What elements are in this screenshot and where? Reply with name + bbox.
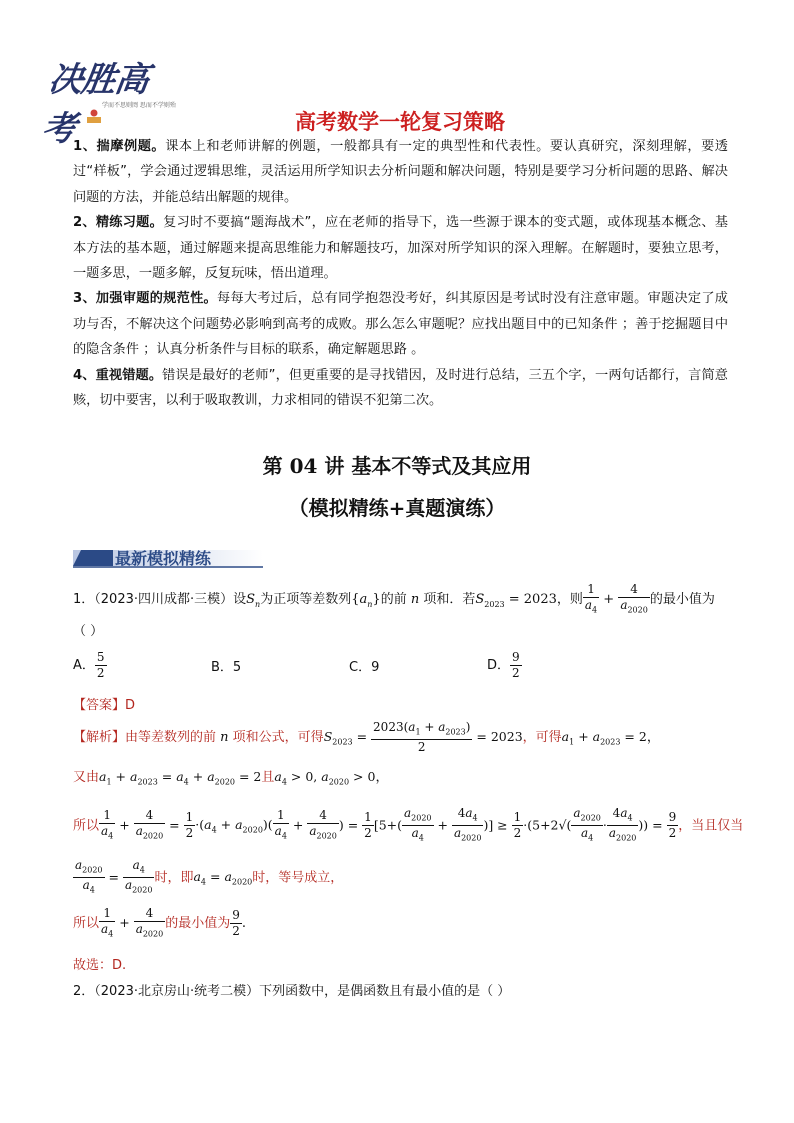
logo-subtitle: 学而不思则罔 思而不学则殆	[102, 102, 176, 109]
option-a: A． $\frac{5}{2}$	[73, 650, 105, 680]
option-b: B．5	[211, 660, 242, 675]
question-1-paren: （ ）	[73, 624, 104, 639]
analysis-line-5: 所以 $\frac{1}{a_4}$ + $\frac{4}{a_{2020}}$ 的最小值为 $\frac{9}{2}$ .	[73, 906, 246, 939]
question-1-stem: 1．（2023·四川成都·三模）设$S_n$为正项等差数列$\{a_n\}$的前 n 项和．若$S_{2023} = 2023$，则 $\frac{1}{a_4}$ + $\frac{4}{a_{2020}}$ 的最小值为	[73, 582, 715, 615]
section-label: 最新模拟精练	[115, 549, 212, 568]
option-d: D． $\frac{9}{2}$	[487, 650, 520, 680]
strategy-item: 2、精练习题。复习时不要搞“题海战术”，应在老师的指导下，选一些源于课本的变式题，或体现基本概念、基本方法的基本题，通过解题来提高思维能力和解题技巧，加深对所学知识的深入理解。在解题时，要独立思考，一题多思，一题多解，反复玩味，悟出道理。	[73, 215, 728, 282]
option-c: C．9	[349, 660, 380, 675]
answer: 【答案】D	[73, 698, 136, 713]
logo-text: 决胜高考	[39, 60, 151, 149]
choose-line: 故选：D.	[73, 958, 127, 973]
analysis-line-1: 【解析】由等差数列的前 n 项和公式，可得$S_{2023}$ = $\frac{2023(a_1 + a_{2023})}{2}$ = 2023，可得$a_1 + a_{2023} = 2$，	[73, 720, 660, 755]
strategy-item: 1、揣摩例题。课本上和老师讲解的例题，一般都具有一定的典型性和代表性。要认真研究，深刻理解，要透过“样板”，学会通过逻辑思维，灵活运用所学知识去分析问题和解决问题，特别是要学习分析问题的思路、解决问题的方法，并能总结出解题的规律。	[73, 139, 728, 205]
page-title: 高考数学一轮复习策略	[295, 110, 505, 134]
question-2-stem: 2．（2023·北京房山·统考二模）下列函数中，是偶函数且有最小值的是（ ）	[73, 984, 511, 999]
analysis-line-2: 又由$a_1 + a_{2023} = a_4 + a_{2020} = 2$且$a_4 > 0$, $a_{2020} > 0$，	[73, 769, 389, 787]
strategy-list	[73, 134, 728, 413]
analysis-line-3: 所以 $\frac{1}{a_4}$ + $\frac{4}{a_{2020}}$ = $\frac{1}{2}$ $\cdot(a_4 + a_{2020})$( $\frac{1}{a_4}$ + $\frac{4}{a_{2020}}$ ) = $\frac{1}{2}$ [5+( $\frac{a_{2020}}{a_4}$ + $\frac{4a_4}{a_{2020}}$ )] ≥ $\frac{1}{2}$ ·(5+2√( $\frac{a_{2020}}{a_4}$ · $\frac{4a_4}{a_{2020}}$ )) = $\frac{9}{2}$ ，当且仅当	[73, 806, 744, 843]
strategy-item: 4、重视错题。错误是最好的老师”，但更重要的是寻找错因，及时进行总结，三五个字，一两句话都行，言简意赅，切中要害，以利于吸取教训，力求相同的错误不犯第二次。	[73, 367, 728, 409]
lesson-title: 第 04 讲 基本不等式及其应用	[262, 454, 532, 478]
analysis-line-4: $\frac{a_{2020}}{a_4}$ = $\frac{a_4}{a_{2020}}$ 时，即$a_4 = a_{2020}$时，等号成立，	[75, 858, 344, 895]
strategy-item: 3、加强审题的规范性。每每大考过后，总有同学抱怨没考好，纠其原因是考试时没有注意审题。审题决定了成功与否，不解决这个问题势必影响到高考的成败。那么怎么审题呢？应找出题目中的已知条件 ；善于挖掘题目中的隐含条件 ；认真分析条件与目标的联系，确定解题思路 。	[73, 291, 728, 358]
lesson-subtitle: （模拟精练+真题演练）	[288, 496, 506, 520]
